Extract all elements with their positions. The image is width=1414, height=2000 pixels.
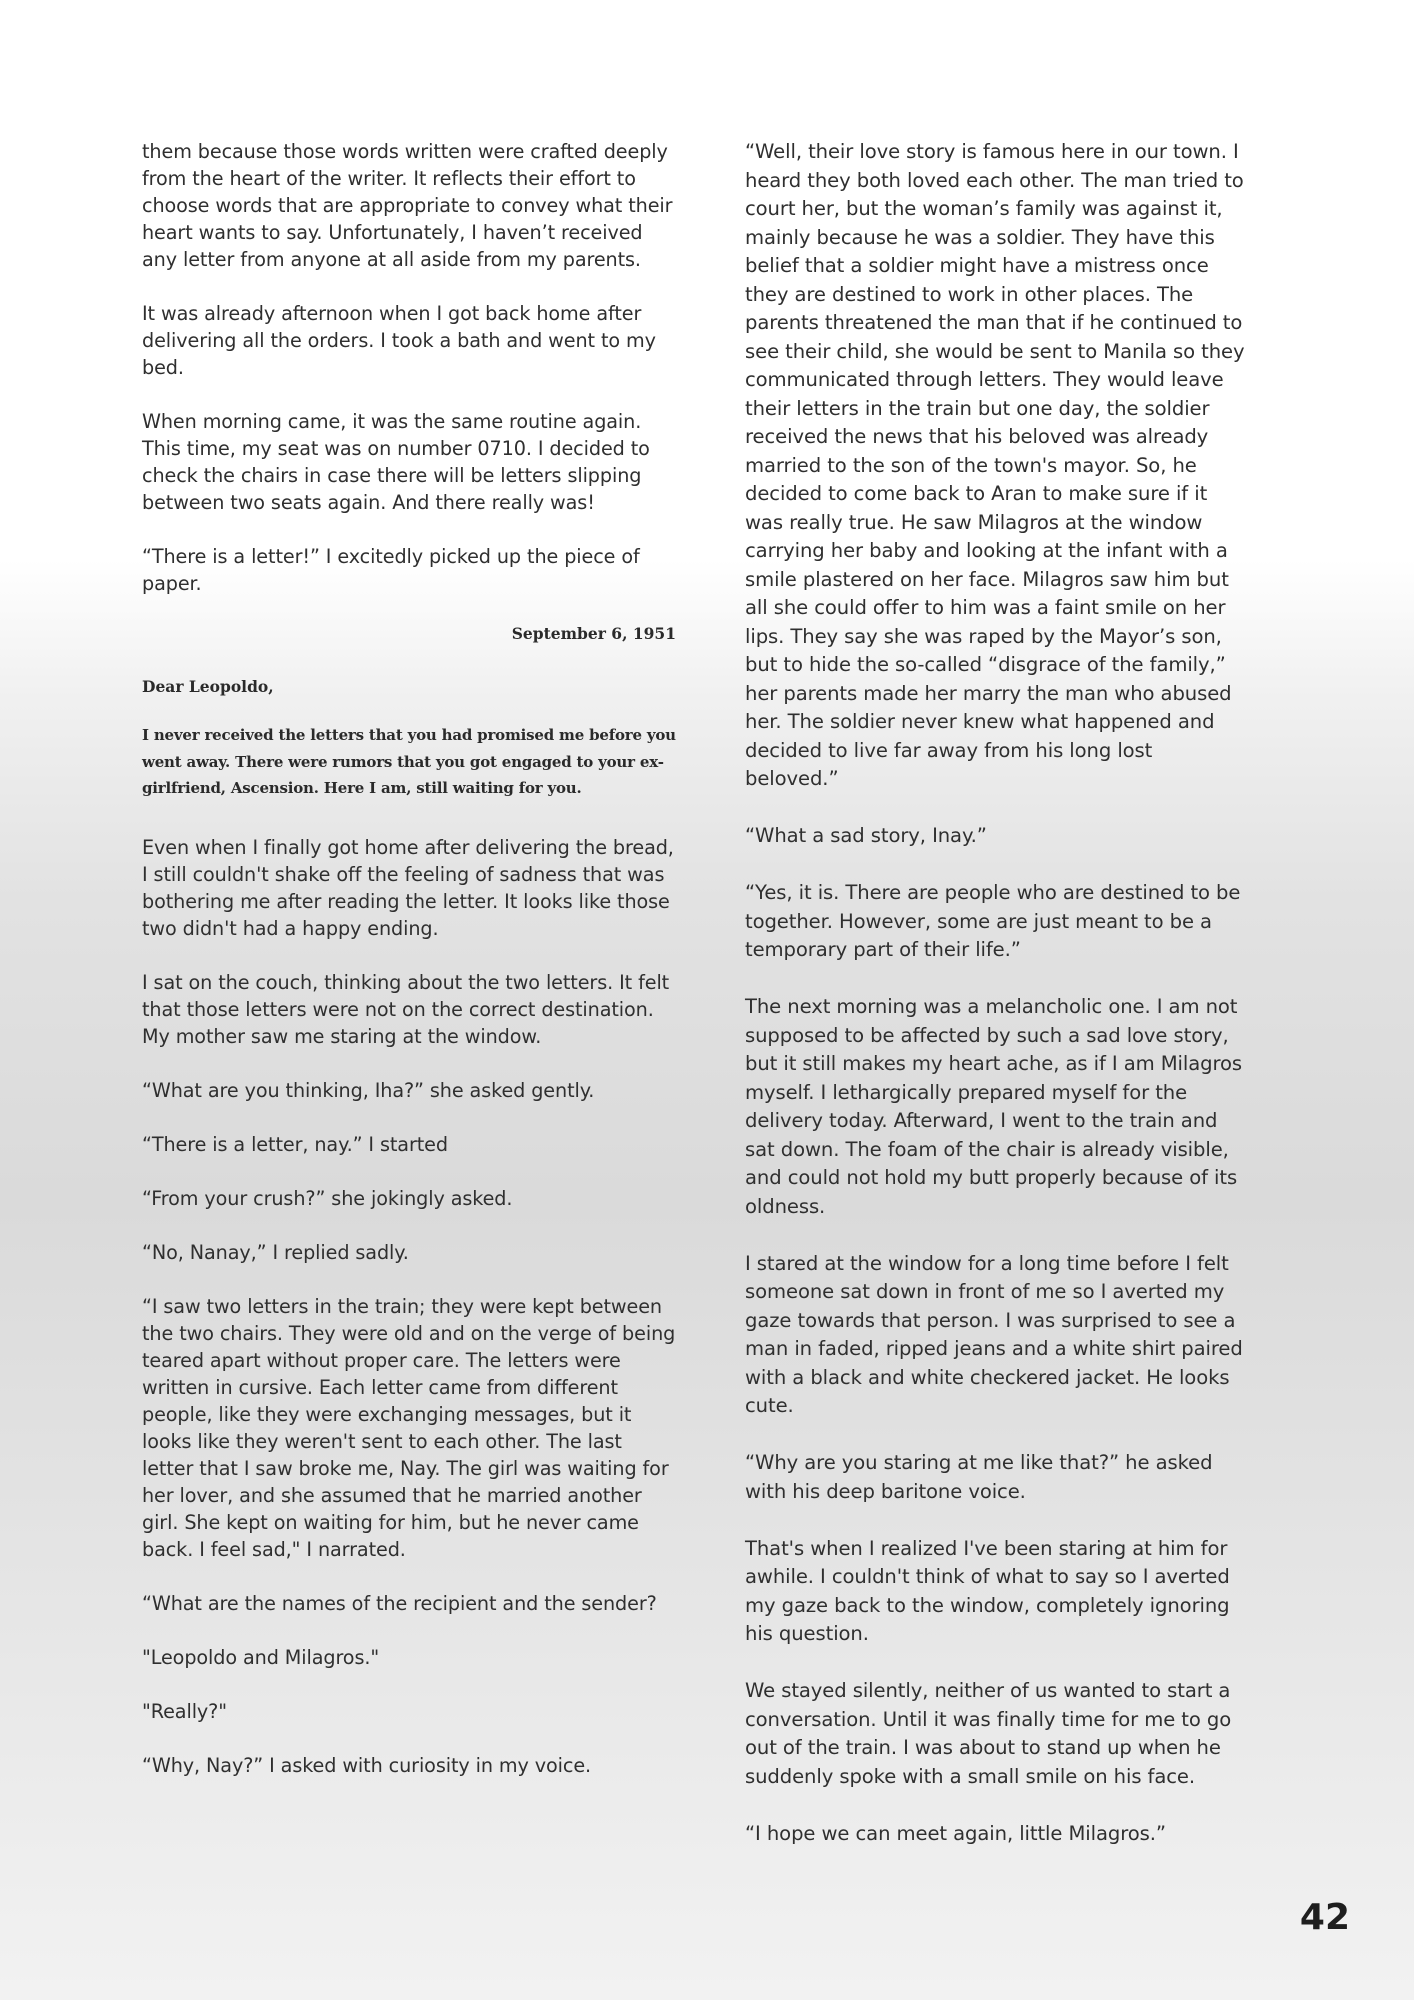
letter-salutation: Dear Leopoldo, (142, 677, 274, 696)
paragraph: We stayed silently, neither of us wanted to start a conversation. Until it was finally time for me to go out of the train. I was about to stand up when he suddenly spoke with a small smile on his face. (745, 1679, 1232, 1788)
letter-date: September 6, 1951 (511, 624, 676, 643)
paragraph: That's when I realized I've been staring at him for awhile. I couldn't think of what to say so I averted my gaze back to the window, completely ignoring his question. (745, 1536, 1230, 1645)
paragraph: “Yes, it is. There are people who are destined to be together. However, some are just meant to be a temporary part of their life.” (745, 881, 1241, 961)
dialogue-line: "Really?" (142, 1699, 227, 1723)
paragraph: “Well, their love story is famous here in our town. I heard they both loved each other. The man tried to court her, but the woman’s family was against it, mainly because he was a soldier. They have this belief that a soldier might have a mistress once they are destined to work in other places. The parents threatened the man that if he continued to see their child, she would be sent to Manila so they communicated through letters. They would leave their letters in the train but one day, the soldier received the news that his beloved was already married to the son of the town's mayor. So, he decided to come back to Aran to make sure if it was really true. He saw Milagros at the window carrying her baby and looking at the infant with a smile plastered on her face. Milagros saw him but all she could offer to him was a faint smile on her lips. They say she was raped by the Mayor’s son, but to hide the so-called “disgrace of the family,” her parents made her marry the man who abused her. The soldier never knew what happened and decided to live far away from his long lost beloved.” (745, 140, 1245, 790)
dialogue-line: “There is a letter, nay.” I started (142, 1132, 448, 1156)
paragraph: Even when I finally got home after delivering the bread, I still couldn't shake off the feeling of sadness that was bothering me after reading the letter. It looks like those two didn't had a happy ending. (142, 835, 674, 940)
dialogue-line: “Why are you staring at me like that?” he asked with his deep baritone voice. (745, 1451, 1213, 1503)
page-number: 42 (1299, 1897, 1350, 1938)
paragraph: “I saw two letters in the train; they were kept between the two chairs. They were old and on the verge of being teared apart without proper care. The letters were written in cursive. Each letter came from different people, like they were exchanging messages, but it looks like they weren't sent to each other. The last letter that I saw broke me, Nay. The girl was waiting for her lover, and she assumed that he married another girl. She kept on waiting for him, but he never came back. I feel sad," I narrated. (142, 1294, 676, 1561)
paragraph: them because those words written were crafted deeply from the heart of the writer. It reflects their effort to choose words that are appropriate to convey what their heart wants to say. Unfortunately, I haven’t received any letter from anyone at all aside from my parents. (142, 140, 673, 271)
dialogue-line: “From your crush?” she jokingly asked. (142, 1186, 513, 1210)
dialogue-line: “I hope we can meet again, little Milagros.” (745, 1821, 1166, 1845)
dialogue-line: “What a sad story, Inay.” (745, 824, 987, 847)
left-column (142, 138, 676, 1806)
paragraph: The next morning was a melancholic one. I am not supposed to be affected by such a sad love story, but it still makes my heart ache, as if I am Milagros myself. I lethargically prepared myself for the delivery today. Afterward, I went to the train and sat down. The foam of the chair is already visible, and could not hold my butt properly because of its oldness. (745, 995, 1242, 1218)
dialogue-line: “Why, Nay?” I asked with curiosity in my voice. (142, 1753, 592, 1777)
dialogue-line: “What are you thinking, Iha?” she asked gently. (142, 1078, 595, 1102)
right-column (745, 138, 1250, 1877)
dialogue-line: “What are the names of the recipient and the sender? (142, 1591, 657, 1615)
paragraph: I stared at the window for a long time before I felt someone sat down in front of me so I averted my gaze towards that person. I was surprised to see a man in faded, ripped jeans and a white shirt paired with a black and white checkered jacket. He looks cute. (745, 1251, 1243, 1417)
paragraph: I sat on the couch, thinking about the two letters. It felt that those letters were not on the correct destination. My mother saw me staring at the window. (142, 970, 670, 1048)
dialogue-line: “No, Nanay,” I replied sadly. (142, 1240, 409, 1264)
letter-body: I never received the letters that you had promised me before you went away. There were rumors that you got engaged to your ex-girlfriend, Ascension. Here I am, still waiting for you. (142, 726, 676, 797)
paragraph: When morning came, it was the same routine again. This time, my seat was on number 0710. I decided to check the chairs in case there will be letters slipping between two seats again. And there really was! (142, 410, 650, 514)
dialogue-line: "Leopoldo and Milagros." (142, 1645, 380, 1669)
paragraph: It was already afternoon when I got back home after delivering all the orders. I took a bath and went to my bed. (142, 302, 656, 379)
paragraph: “There is a letter!” I excitedly picked up the piece of paper. (142, 545, 640, 595)
